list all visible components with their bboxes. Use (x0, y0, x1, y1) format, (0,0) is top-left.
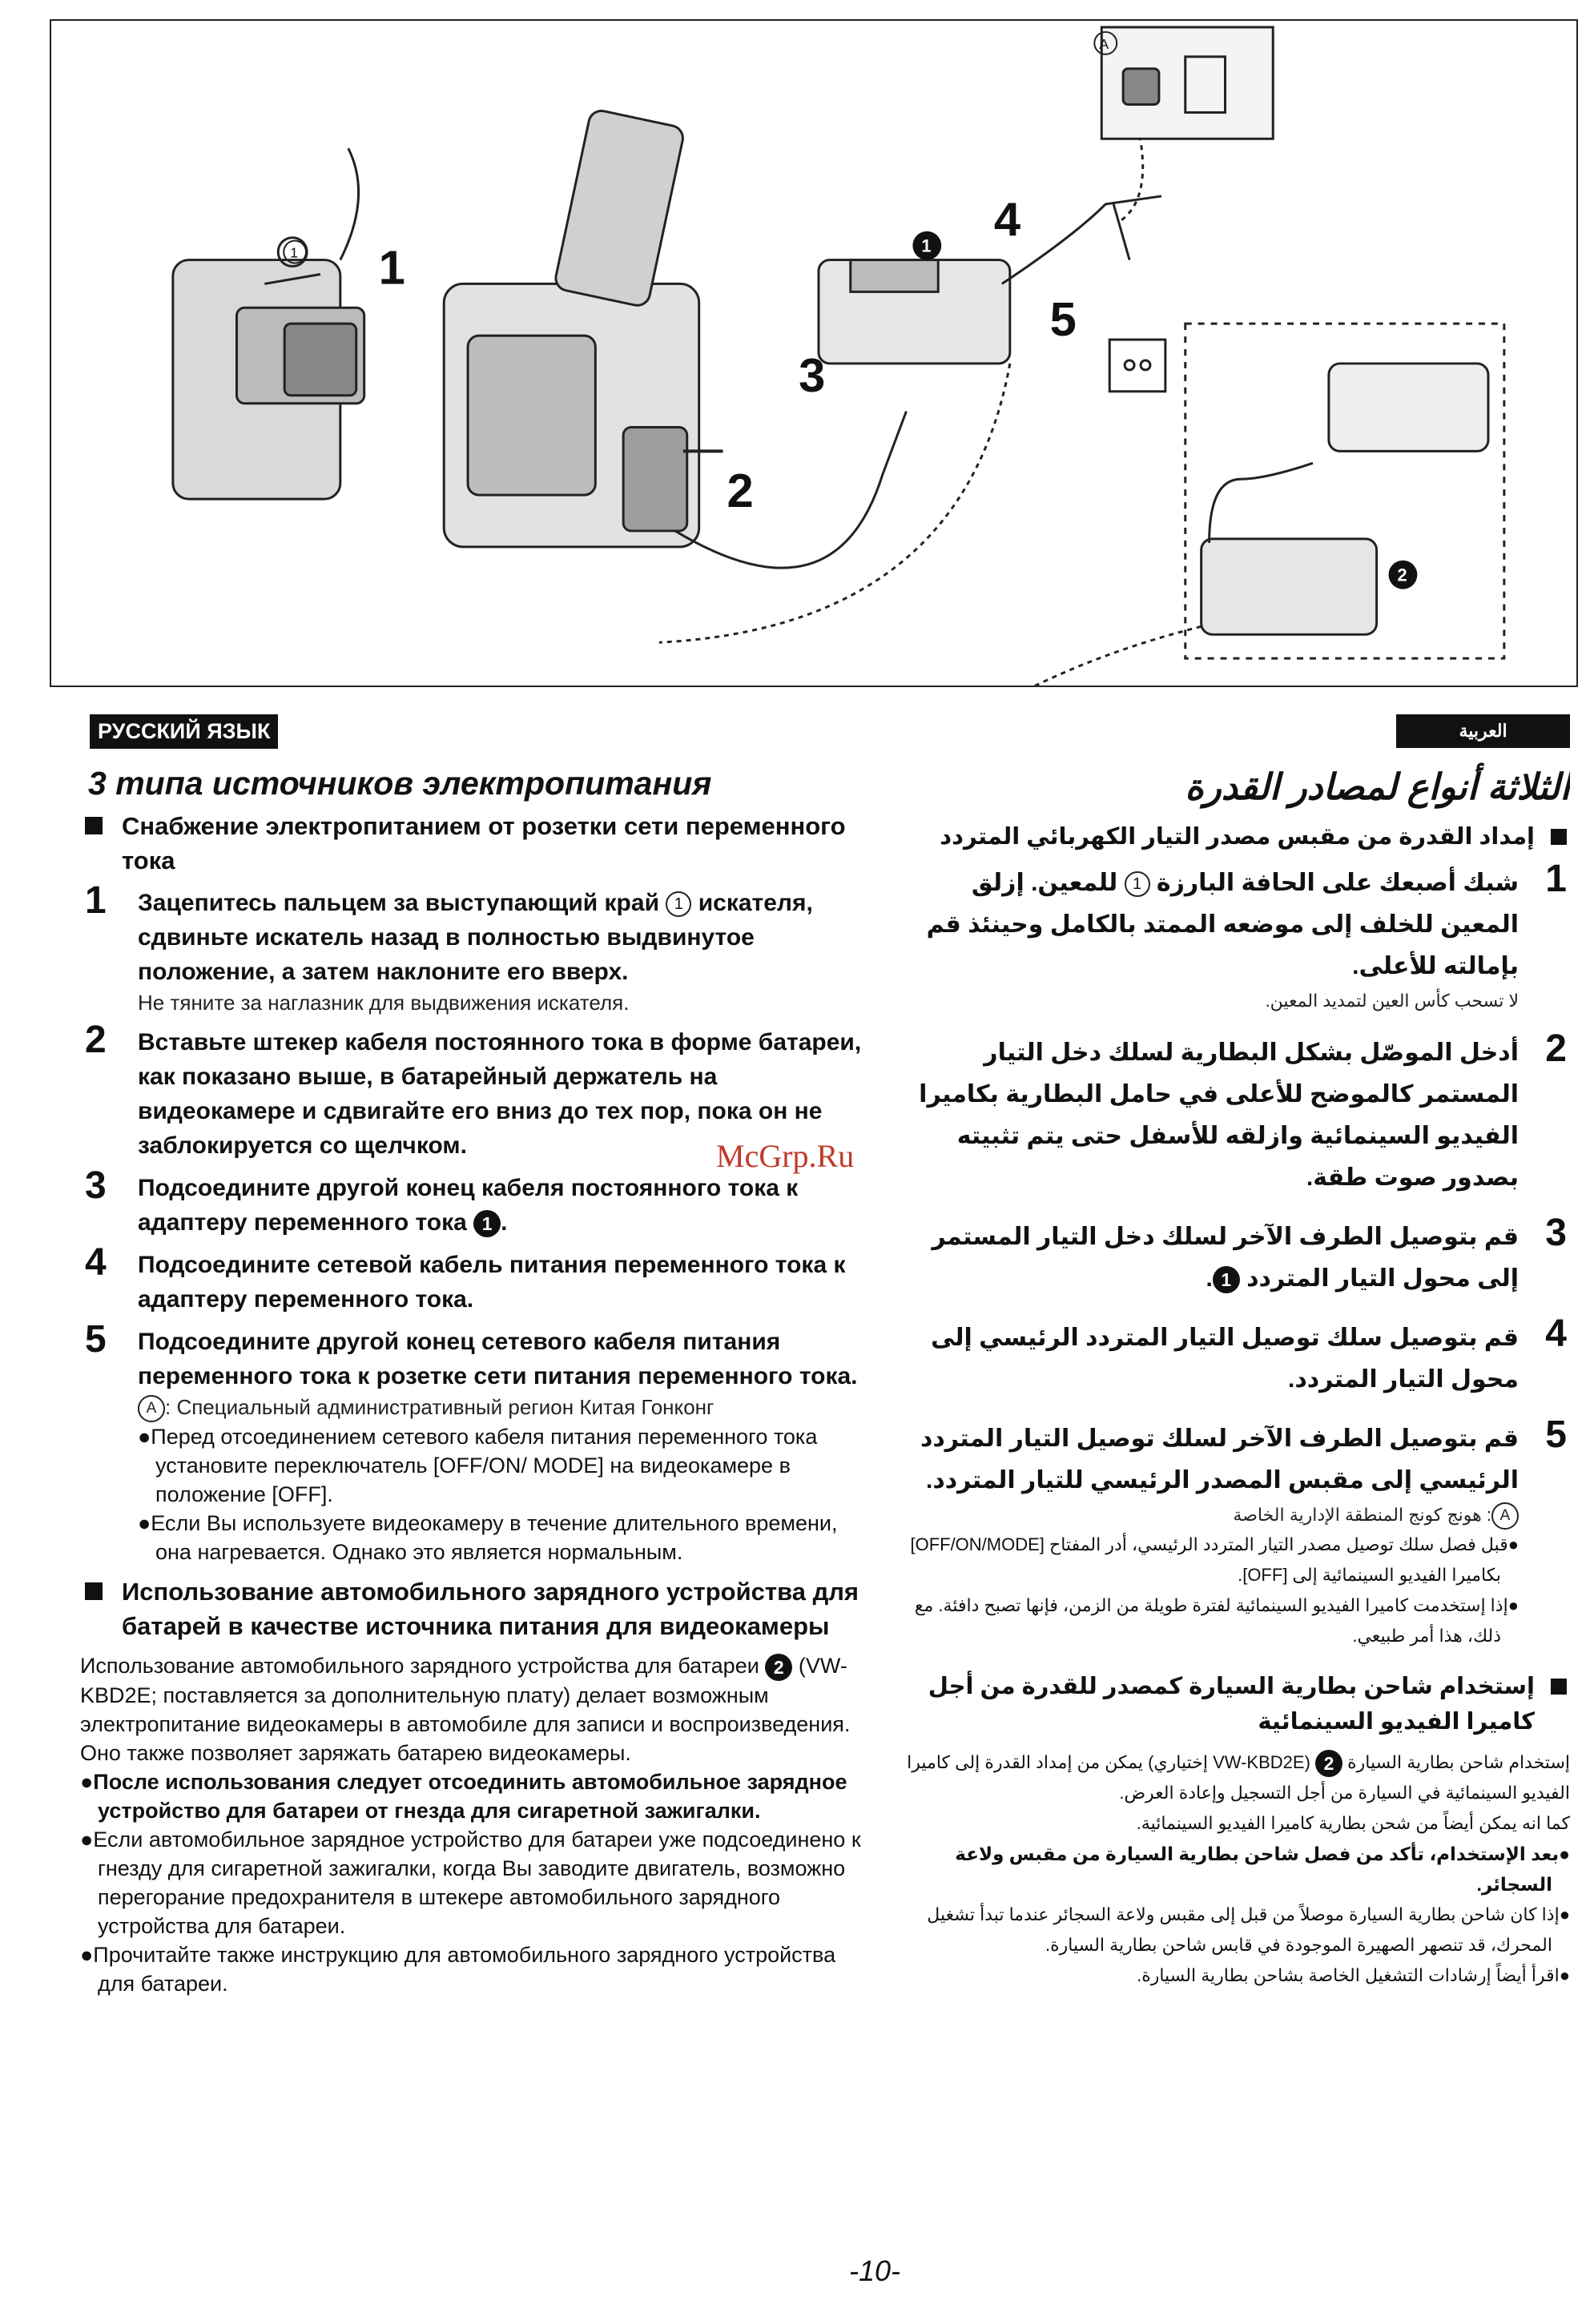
car-bullet-3-ru: ●Прочитайте также инструкцию для автомобильного зарядного устройства для батареи. (80, 1943, 836, 1996)
battery-holder (623, 428, 687, 531)
step-4-ru: 4 Подсоедините сетевой кабель питания переменного тока к адаптеру переменного тока. (85, 1241, 846, 1313)
car-bullet-2-ru: ●Если автомобильное зарядное устройство для батареи уже подсоединено к гнезду для сигаретной зажигалки, когда Вы заводите двигатель, возможно перегорание предохранителя в штекере автомобильного зарядного устройства для батареи. (80, 1827, 861, 1938)
car-para-1-ru: Использование автомобильного зарядного устройства для батареи 2 (VW-KBD2E; поставляется за дополнительную плату) делает возможным электропитание видеокамеры в автомобиле для записи и воспроизведения. (80, 1654, 851, 1736)
ref-filled-2-ar: 2 (1315, 1750, 1342, 1777)
label-adapter: 1 (921, 235, 932, 256)
car-bullet-2-ar: ●إذا كان شاحن بطارية السيارة موصلاً من قبل إلى مقبس ولاعة السجائر عندما تبدأ تشغيل المحرك، قد تنصهر الصهيرة الموجودة في قابس شاحن بطارية السيارة. (927, 1904, 1570, 1956)
step-5-bullet-2-ru: ●Если Вы используете видеокамеру в течение длительного времени, она нагревается. Однако это является нормальным. (138, 1511, 838, 1565)
square-bullet-icon (85, 817, 103, 834)
ref-filled-1-ar: 1 (1213, 1266, 1240, 1293)
car-para-1-ar: إستخدام شاحن بطارية السيارة 2 (VW-KBD2E إختياري) يمكن من إمداد القدرة إلى كاميرا الفيديو السينمائية في السيارة من أجل التسجيل وإعادة العرض. (905, 1747, 1570, 1808)
label-ref-1: 1 (290, 244, 299, 261)
russian-column (80, 714, 873, 2220)
page-number: -10- (849, 2254, 901, 2287)
step-2-ru: 2 Вставьте штекер кабеля постоянного тока в форме батареи, как показано выше, в батарейный держатель на видеокамере и сдвигайте его вниз до тех пор, пока он не заблокируется со щелчком. (85, 1019, 862, 1159)
step-1-note-ru: Не тяните за наглазник для выдвижения искателя. (138, 991, 630, 1015)
watermark: McGrp.Ru (716, 1138, 855, 1174)
page-title-ar: الثلاثة أنواع لمصادر القدرة (1185, 766, 1570, 807)
ref-circle-1: 1 (666, 891, 691, 917)
subhead-ac-ar: إمداد القدرة من مقبس مصدر التيار الكهربائي المتردد (905, 819, 1570, 854)
step-5-bullet-1-ar: ●قبل فصل سلك توصيل مصدر التيار المتردد الرئيسي، أدر المفتاح [OFF/ON/MODE] بكاميرا الفيديو السينمائية إلى [OFF]. (910, 1534, 1519, 1586)
tilt-arrow-icon (340, 148, 359, 259)
car-para-2-ar: كما انه يمكن أيضاً من شحن بطارية كاميرا الفيديو السينمائية. (1136, 1813, 1570, 1834)
step-4-ar: 4 قم بتوصيل سلك توصيل التيار المتردد الرئيسي إلى محول التيار المتردد. (930, 1313, 1567, 1393)
car-bullet-1-ru: ●После использования следует отсоединить автомобильное зарядное устройство для батареи от гнезда для сигаретной зажигалки. (80, 1770, 847, 1823)
car-bullet-3-ar: ●اقرأ أيضاً إرشادات التشغيل الخاصة بشاحن بطارية السيارة. (1137, 1965, 1570, 1986)
language-badge-ar: العربية (1396, 714, 1570, 748)
square-bullet-icon (1551, 1679, 1567, 1695)
step-2-ar: 2 أدخل الموصّل بشكل البطارية لسلك دخل التيار المستمر كالموضح للأعلى في حامل البطارية بكاميرا الفيديو السينمائية وازلقه للأسفل حتى يتم تثبيته بصدور صوت طقة. (919, 1027, 1567, 1191)
ref-circle-1-ar: 1 (1125, 871, 1150, 897)
step-5-bullet-1-ru: ●Перед отсоединением сетевого кабеля питания переменного тока установите переключатель [OFF/ON/ MODE] на видеокамере в положение [OFF]. (138, 1425, 818, 1507)
subhead-car-ru: Использование автомобильного зарядного устройства для батарей в качестве источника питания для видеокамеры (80, 1574, 873, 1643)
label-charger: 2 (1397, 565, 1407, 585)
connection-diagram (51, 21, 1576, 686)
step-1-ar: 1 شبك أصبعك على الحافة البارزة 1 للمعين. إزلق المعين للخلف إلى موضعه الممتد بالكامل وحينئذ قم بإمالته للأعلى. لا تسحب كأس العين لتمديد المعين. (905, 862, 1570, 1015)
step-5-bullet-2-ar: ●إذا إستخدمت كاميرا الفيديو السينمائية لفترة طويلة من الزمن، فإنها تصبح دافئة. مع ذلك، هذا أمر طبيعي. (914, 1595, 1519, 1647)
setup-illustration (50, 19, 1578, 687)
page-title-ru: 3 типа источников электропитания (88, 765, 712, 802)
step-5-note-ru: A : Специальный административный регион Китая Гонконг (138, 1393, 873, 1422)
arabic-column (905, 714, 1570, 2220)
label-step-2: 2 (727, 464, 754, 518)
step-5-ar: 5 قم بتوصيل الطرف الآخر لسلك توصيل التيار المتردد الرئيسي إلى مقبس المصدر الرئيسي للتيار المتردد. A: هونج كونج المنطقة الإدارية الخاصة ●قبل فصل سلك توصيل مصدر التيار المتردد الرئيسي، أدر المفتاح [OFF/ON/MODE] بكاميرا الفيديو السينمائية إلى [OFF]. ●إذا إستخدمت كاميرا الفيديو السينمائية لفترة طويلة من الزمن، فإنها تصبح دافئة. مع ذلك، هذا أمر طبيعي. (905, 1418, 1570, 1651)
label-ref-a: A (1099, 35, 1109, 52)
label-step-1: 1 (378, 240, 405, 295)
label-step-5: 5 (1049, 292, 1077, 347)
label-step-3: 3 (799, 348, 826, 402)
label-step-4: 4 (993, 192, 1021, 247)
step-5-note-ar: A: هونج كونج المنطقة الإدارية الخاصة (905, 1502, 1519, 1530)
subhead-ac-ru: Снабжение электропитанием от розетки сети переменного тока (80, 809, 873, 878)
step-3-ar: 3 قم بتوصيل الطرف الآخر لسلك دخل التيار المستمر إلى محول التيار المتردد 1. (905, 1216, 1570, 1300)
ref-filled-1: 1 (473, 1210, 501, 1237)
square-bullet-icon (1551, 829, 1567, 845)
mains-socket-icon (1109, 340, 1165, 392)
step-5-ru: 5 Подсоедините другой конец сетевого кабеля питания переменного тока к розетке сети питания переменного тока. A : Специальный административный регион Китая Гонконг ●Перед отсоединением сетевого кабеля питания переменного тока установите переключатель [OFF/ON/ MODE] на видеокамере в положение [OFF]. ●Если Вы используете видеокамеру в течение длительного времени, она нагревается. Однако это является нормальным. (80, 1325, 873, 1566)
subhead-car-ar: إستخدام شاحن بطارية السيارة كمصدر للقدرة من أجل كاميرا الفيديو السينمائية (905, 1669, 1570, 1739)
step-3-ru: 3 Подсоедините другой конец кабеля постоянного тока к адаптеру переменного тока 1 . (80, 1171, 873, 1240)
step-1-ru: 1 Зацепитесь пальцем за выступающий край 1 искателя, сдвиньте искатель назад в полностью выдвинутое положение, а затем наклоните его вверх. Не тяните за наглазник для выдвижения искателя. (80, 886, 873, 1017)
car-dashboard-icon (1329, 364, 1488, 451)
car-bullet-1-ar: ●بعد الإستخدام، تأكد من فصل شاحن بطارية السيارة من مقبس ولاعة السجائر. (955, 1844, 1570, 1896)
car-battery-charger (1202, 539, 1377, 634)
ref-filled-2: 2 (765, 1654, 792, 1681)
language-badge-ru: РУССКИЙ ЯЗЫК (90, 714, 278, 749)
car-para-2-ru: Оно также позволяет заряжать батарею видеокамеры. (80, 1741, 631, 1765)
square-bullet-icon (85, 1582, 103, 1600)
step-1-note-ar: لا تسحب كأس العين لتمديد المعين. (1265, 991, 1519, 1011)
